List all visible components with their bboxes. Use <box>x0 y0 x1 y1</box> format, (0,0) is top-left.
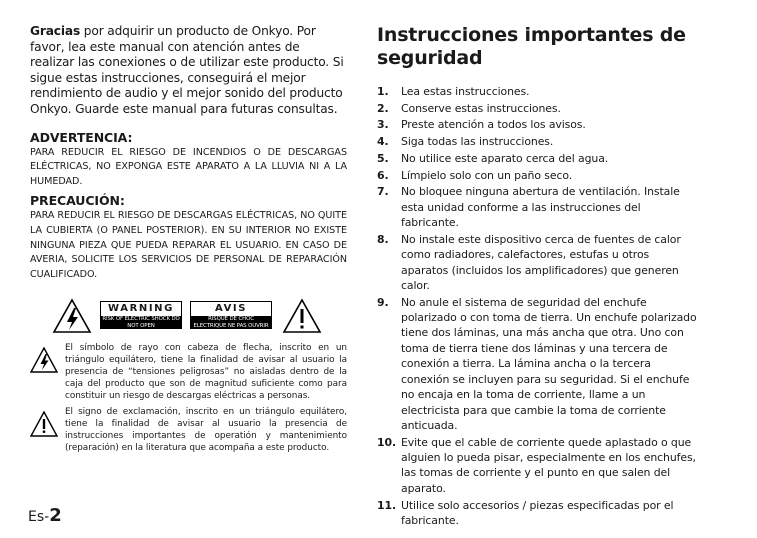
lightning-triangle-icon <box>52 298 92 334</box>
list-item-number: 7. <box>377 185 389 199</box>
advertencia-body: PARA REDUCIR EL RIESGO DE INCENDIOS O DE DESCARGAS ELÉCTRICAS, NO EXPONGA ESTE APARATO A LA LLUVIA NI A LA HUMEDAD. <box>30 146 347 187</box>
list-item <box>377 498 697 529</box>
page-number <box>28 505 62 526</box>
list-item-text: Evite que el cable de corriente quede aplastado o que alguien lo pueda pisar, especialmente en los enchufes, las tomas de corriente y el punto en que salen del aparato. <box>401 435 696 495</box>
page-number-value: 2 <box>49 505 62 526</box>
exclamation-explanation <box>30 407 347 454</box>
list-item <box>377 295 697 434</box>
list-item <box>377 151 697 166</box>
list-item-text: Siga todas las instrucciones. <box>401 135 554 149</box>
list-item-number: 1. <box>377 85 389 98</box>
list-item <box>377 184 697 230</box>
safety-label-strip <box>30 298 347 334</box>
list-item-number: 3. <box>377 118 389 132</box>
list-item-number: 10. <box>377 435 396 449</box>
exclamation-triangle-icon <box>282 298 322 334</box>
list-item-number: 9. <box>377 295 389 309</box>
warning-label-subtitle: RISK OF ELECTRIC SHOCK DO NOT OPEN <box>102 316 180 329</box>
list-item-number: 8. <box>377 232 389 246</box>
list-item <box>377 134 697 149</box>
list-item-number: 6. <box>377 168 389 182</box>
list-item <box>377 435 697 497</box>
lightning-explanation-text: El símbolo de rayo con cabeza de flecha, inscrito en un triángulo equilátero, tiene la finalidad de avisar al usuario la presencia de “tensiones peligrosas” no aisladas dentro de la caja del producto que son de magnitud suficiente como para constituir un riesgo de descargas eléctricas a personas. <box>65 343 347 401</box>
avis-label <box>190 301 272 329</box>
list-item-number: 11. <box>377 498 396 512</box>
exclamation-small-icon <box>30 411 58 441</box>
list-item-text: Límpielo solo con un paño seco. <box>401 168 573 182</box>
list-item-text: No anule el sistema de seguridad del enchufe polarizado o con toma de tierra. Un enchufe polarizado tiene dos láminas, una más ancha que otra. Uno con toma de tierra tiene dos láminas y una tercera de conexión a tierra. La lámina ancha o la tercera conexión se incluyen para su seguridad. Si el enchufe no encaja en la toma de corriente, llame a un electricista para que cambie la toma de corriente anticuada. <box>401 295 697 432</box>
list-item <box>377 117 697 132</box>
list-item <box>377 84 697 99</box>
list-item-text: No utilice este aparato cerca del agua. <box>401 151 609 165</box>
lightning-small-icon <box>30 347 58 377</box>
list-item <box>377 168 697 183</box>
page-title: Instrucciones importantes de seguridad <box>377 24 686 69</box>
intro-text: por adquirir un producto de Onkyo. Por favor, lea este manual con atención antes de realizar las conexiones o de utilizar este producto. Si sigue estas instrucciones, conseguirá el mejor rendimiento de audio y el mejor sonido del producto Onkyo. Guarde este manual para futuras consultas. <box>30 24 344 116</box>
left-column <box>30 24 347 454</box>
precaucion-heading: PRECAUCIÓN: <box>30 193 125 209</box>
avis-label-title: AVIS <box>214 303 248 315</box>
precaucion-body: PARA REDUCIR EL RIESGO DE DESCARGAS ELÉCTRICAS, NO QUITE LA CUBIERTA (O PANEL POSTERIOR). EN SU INTERIOR NO EXISTE NINGUNA PIEZA QUE PUEDA REPARAR EL USUARIO. EN CASO DE AVERIA, SOLICITE LOS SERVICIOS DE PERSONAL DE REPARACIÓN CUALIFICADO. <box>30 210 347 280</box>
list-item-text: Conserve estas instrucciones. <box>401 101 561 115</box>
list-item-text: Lea estas instrucciones. <box>401 85 530 98</box>
warning-label-title: WARNING <box>108 303 174 315</box>
list-item-text: Preste atención a todos los avisos. <box>401 118 586 132</box>
warning-label <box>100 301 182 329</box>
instruction-list <box>377 84 697 528</box>
intro-bold-word: Gracias <box>30 24 81 38</box>
right-column <box>377 24 697 530</box>
advertencia-heading: ADVERTENCIA: <box>30 129 133 145</box>
list-item <box>377 232 697 294</box>
list-item-text: No instale este dispositivo cerca de fuentes de calor como radiadores, calefactores, estufas u otros aparatos (incluidos los amplificadores) que generen calor. <box>401 232 681 292</box>
list-item-text: Utilice solo accesorios / piezas especificadas por el fabricante. <box>401 498 674 527</box>
page-number-prefix: Es- <box>28 509 50 525</box>
list-item <box>377 101 697 116</box>
lightning-explanation <box>30 343 347 402</box>
list-item-text: No bloquee ninguna abertura de ventilación. Instale esta unidad conforme a las instrucciones del fabricante. <box>401 185 680 230</box>
list-item-number: 5. <box>377 151 389 165</box>
avis-label-subtitle: RISQUE DE CHOC ELECTRIQUE NE PAS OUVRIR <box>191 316 271 329</box>
exclamation-explanation-text: El signo de exclamación, inscrito en un triángulo equilátero, tiene la finalidad de avisar al usuario la presencia de instrucciones importantes de operatión y mantenimiento (reparación) en la literatura que acompaña a este producto. <box>65 407 347 453</box>
list-item-number: 2. <box>377 101 389 115</box>
list-item-number: 4. <box>377 135 389 149</box>
intro-paragraph <box>30 24 347 118</box>
